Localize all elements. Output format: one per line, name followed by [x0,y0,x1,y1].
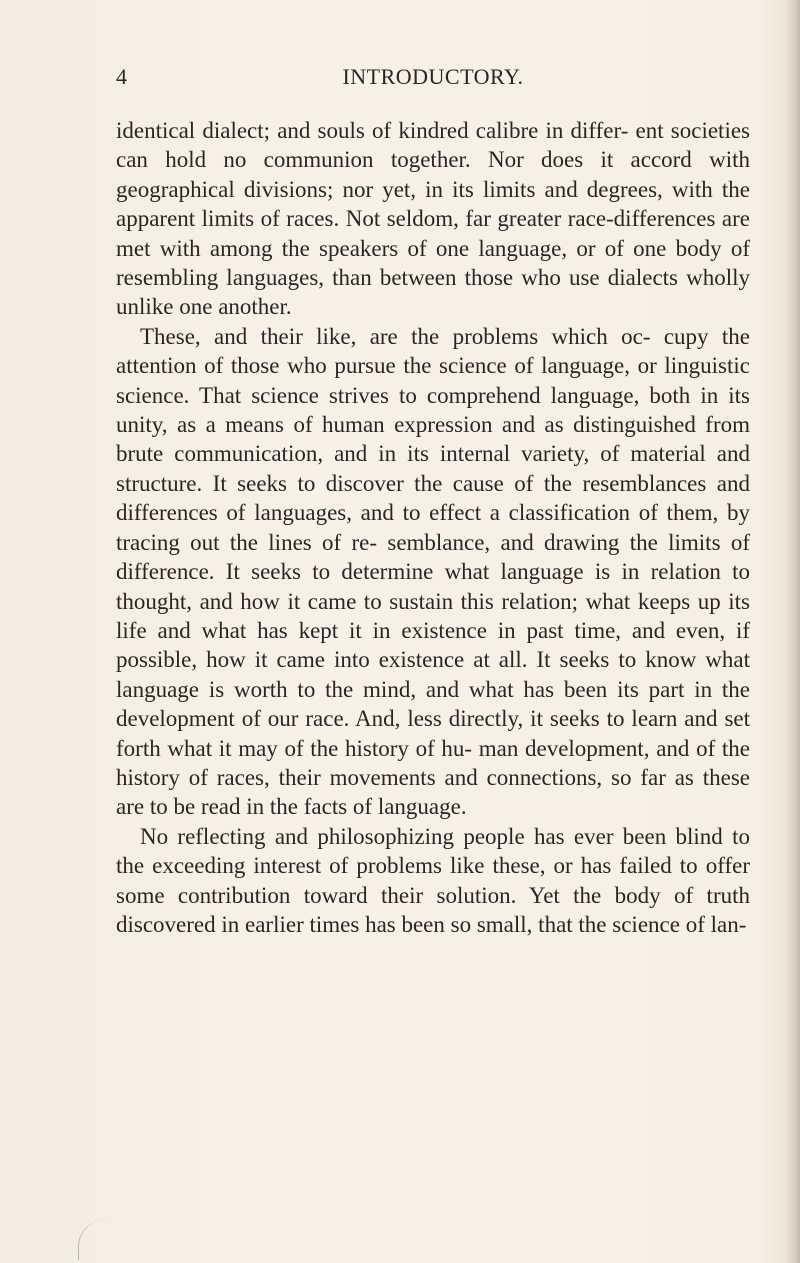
page-mark [78,1220,105,1260]
page-header [116,62,750,92]
body-text [116,116,750,939]
paragraph: identical dialect; and souls of kindred calibre in differ- ent societies can hold no communion together. Nor does it accord with geographical divisions; nor yet, in its limits and degrees, with the apparent limits of races. Not seldom, far greater race-differences are met with among the speakers of one language, or of one body of resembling languages, than between those who use dialects wholly unlike one another. [116,118,750,320]
page-number: 4 [116,64,127,89]
running-head: INTRODUCTORY. [342,64,524,89]
paragraph: These, and their like, are the problems which oc- cupy the attention of those who pursue the science of language, or linguistic science. That science strives to comprehend language, both in its unity, as a means of human expression and as distinguished from brute communication, and in its internal variety, of material and structure. It seeks to discover the cause of the resemblances and differences of languages, and to effect a classification of them, by tracing out the lines of re- semblance, and drawing the limits of difference. It seeks to determine what language is in relation to thought, and how it came to sustain this relation; what keeps up its life and what has kept it in existence in past time, and even, if possible, how it came into existence at all. It seeks to know what language is worth to the mind, and what has been its part in the development of our race. And, less directly, it seeks to learn and set forth what it may of the history of hu- man development, and of the history of races, their movements and connections, so far as these are to be read in the facts of language. [116,323,750,820]
paragraph: No reflecting and philosophizing people has ever been blind to the exceeding interest of problems like these, or has failed to offer some contribution toward their solution. Yet the body of truth discovered in earlier times has been so small, that the science of lan- [116,823,750,937]
page-edge-shadow [786,0,800,1263]
